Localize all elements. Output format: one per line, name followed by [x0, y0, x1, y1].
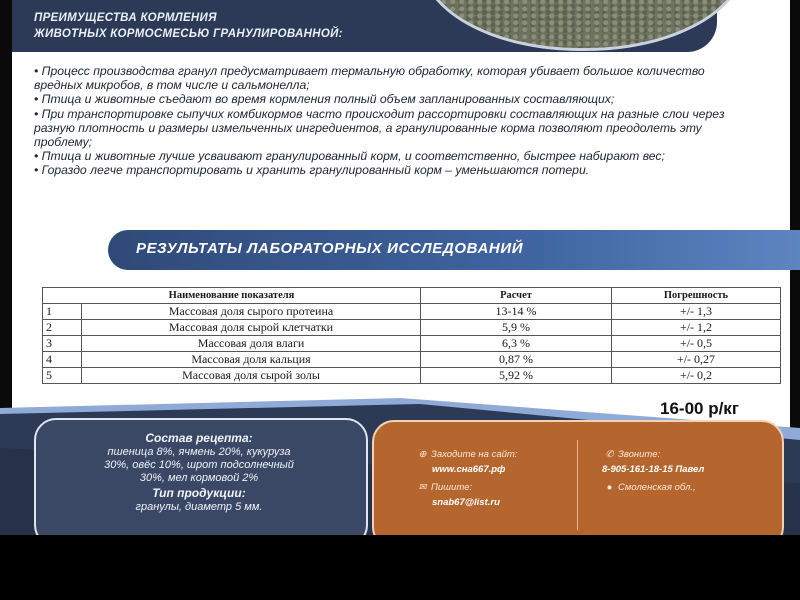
- product-type-heading: Тип продукции:: [152, 486, 246, 500]
- mail-icon: ✉: [418, 482, 427, 493]
- indicator-name: Массовая доля сырой золы: [82, 368, 421, 384]
- phone-label-row: [605, 449, 660, 460]
- phone-label: Звоните:: [618, 449, 661, 460]
- table-header-row: [43, 288, 781, 304]
- phone-link[interactable]: 8-905-161-18-15 Павел: [602, 464, 705, 475]
- row-number: 1: [43, 304, 82, 320]
- recipe-line: 30%, мел кормовой 2%: [139, 472, 259, 484]
- error-value: +/- 1,2: [612, 320, 781, 336]
- location-pin-icon: ●: [606, 482, 613, 493]
- error-value: +/- 0,2: [612, 368, 781, 384]
- advantage-item: • Процесс производства гранул предусматривает термальную обработку, которая убивает большое количество вредных микробов, в том числе и сальмонелла;: [34, 64, 705, 93]
- globe-icon: ⊕: [418, 449, 427, 460]
- calc-value: 6,3 %: [421, 336, 612, 352]
- recipe-heading: Состав рецепта:: [145, 431, 253, 445]
- table-row: [43, 368, 781, 384]
- mail-label: Пишите:: [431, 482, 473, 493]
- recipe-line: пшеница 8%, ячмень 20%, кукуруза: [107, 446, 291, 458]
- header-title-line-2: ЖИВОТНЫХ КОРМОСМЕСЬЮ ГРАНУЛИРОВАННОЙ:: [34, 28, 343, 40]
- calc-value: 13-14 %: [421, 304, 612, 320]
- table-row: [43, 336, 781, 352]
- column-header-calc: Расчет: [421, 288, 612, 304]
- calc-value: 5,9 %: [421, 320, 612, 336]
- advantages-list: [34, 64, 734, 178]
- location-row: [605, 482, 696, 493]
- table-row: [43, 304, 781, 320]
- price-label: 16-00 р/кг: [660, 399, 739, 418]
- indicator-name: Массовая доля сырой клетчатки: [82, 320, 421, 336]
- bottom-black-band: [0, 535, 800, 600]
- indicator-name: Массовая доля кальция: [82, 352, 421, 368]
- advantage-item: • При транспортировке сыпучих комбикормов часто происходит рассортировки составляющих на разные слои через разную плотность и размеры измельченных ингредиентов, а гранулированные корма позволяют преодолеть эту проблему;: [34, 106, 725, 150]
- site-label-row: [418, 449, 517, 460]
- table-row: [43, 320, 781, 336]
- lab-results-title: РЕЗУЛЬТАТЫ ЛАБОРАТОРНЫХ ИССЛЕДОВАНИЙ: [136, 240, 524, 257]
- error-value: +/- 0,5: [612, 336, 781, 352]
- column-header-error: Погрешность: [612, 288, 781, 304]
- error-value: +/- 0,27: [612, 352, 781, 368]
- advantage-item: • Птица и животные лучше усваивают гранулированный корм, и соответственно, быстрее набирают вес;: [34, 149, 665, 164]
- advantage-item: • Птица и животные съедают во время кормления полный объем запланированных составляющих;: [34, 92, 615, 107]
- row-number: 5: [43, 368, 82, 384]
- calc-value: 0,87 %: [421, 352, 612, 368]
- site-link[interactable]: www.сна667.рф: [432, 464, 506, 475]
- row-number: 3: [43, 336, 82, 352]
- row-number: 2: [43, 320, 82, 336]
- error-value: +/- 1,3: [612, 304, 781, 320]
- table-row: [43, 352, 781, 368]
- indicator-name: Массовая доля влаги: [82, 336, 421, 352]
- column-header-indicator: Наименование показателя: [43, 288, 421, 304]
- email-link[interactable]: snab67@list.ru: [432, 497, 500, 508]
- calc-value: 5,92 %: [421, 368, 612, 384]
- recipe-line: 30%, овёс 10%, шрот подсолнечный: [104, 459, 294, 471]
- indicator-name: Массовая доля сырого протеина: [82, 304, 421, 320]
- mail-label-row: [418, 482, 472, 493]
- location-value: Смоленская обл.,: [618, 482, 696, 493]
- contact-divider: [577, 440, 578, 530]
- advantage-item: • Гораздо легче транспортировать и хранить гранулированный корм – уменьшаются потери.: [34, 163, 590, 178]
- site-label: Заходите на сайт:: [431, 449, 518, 460]
- lab-results-table: [42, 287, 781, 384]
- product-type-value: гранулы, диаметр 5 мм.: [135, 501, 263, 513]
- phone-icon: ✆: [605, 449, 614, 460]
- header-title-line-1: ПРЕИМУЩЕСТВА КОРМЛЕНИЯ: [34, 12, 217, 24]
- row-number: 4: [43, 352, 82, 368]
